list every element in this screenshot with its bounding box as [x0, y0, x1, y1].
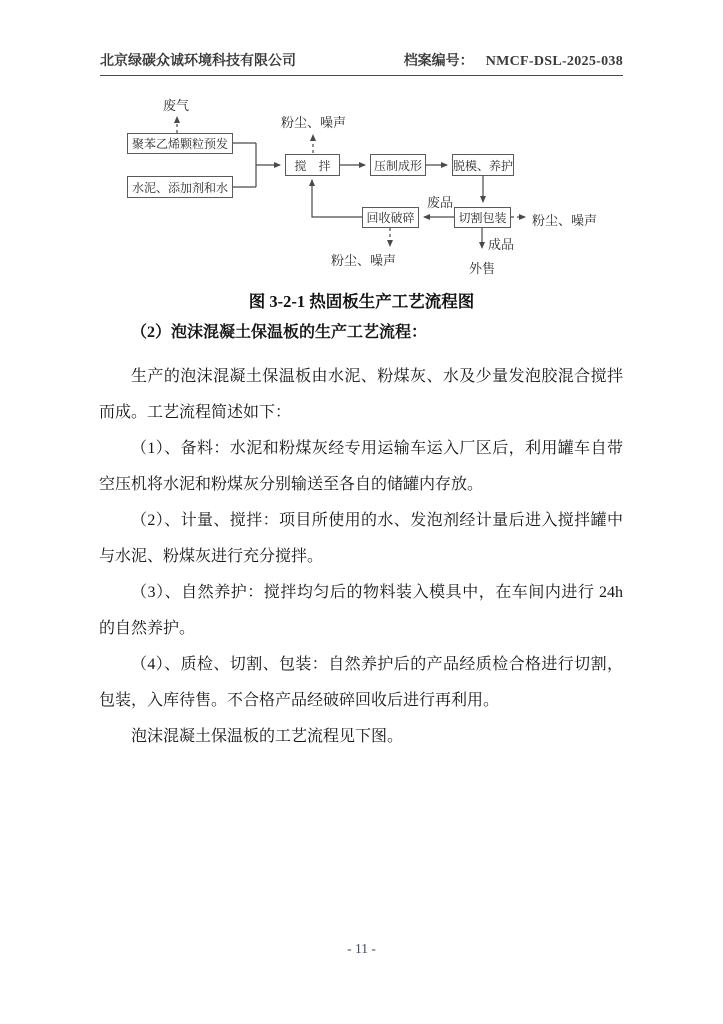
body-text [99, 315, 623, 755]
paragraph-step3: （3）、自然养护：搅拌均匀后的物料装入模具中，在车间内进行 24h 的自然养护。 [99, 584, 623, 637]
header-archive [404, 50, 623, 70]
header-company-name: 北京绿碳众诚环境科技有限公司 [100, 54, 296, 69]
figure-caption: 图 3-2-1 热固板生产工艺流程图 [248, 292, 475, 311]
flow-label-dust-noise-right: 粉尘、噪声 [532, 213, 598, 228]
flow-box-pre-expand: 聚苯乙烯颗粒预发 [127, 133, 233, 154]
section-heading: （2）泡沫混凝土保温板的生产工艺流程： [131, 324, 428, 341]
flow-label-dust-noise-bottom: 粉尘、噪声 [331, 253, 397, 268]
flow-box-cutting: 切割包装 [454, 207, 511, 228]
flow-label-sold: 外售 [469, 261, 496, 276]
flow-box-cement: 水泥、添加剂和水 [127, 176, 233, 198]
flow-label-dust-noise-top: 粉尘、噪声 [281, 115, 347, 130]
paragraph-intro: 生产的泡沫混凝土保温板由水泥、粉煤灰、水及少量发泡胶混合搅拌而成。工艺流程简述如下： [99, 368, 623, 421]
page-header [100, 50, 623, 76]
flow-box-pressing: 压制成形 [370, 154, 426, 176]
flow-box-recycling: 回收破碎 [362, 207, 419, 228]
archive-number: NMCF-DSL-2025-038 [485, 54, 623, 69]
flow-box-demolding: 脱模、养护 [452, 154, 514, 176]
archive-label: 档案编号： [403, 54, 474, 69]
flow-label-waste-product: 废品 [427, 195, 454, 210]
paragraph-outro: 泡沫混凝土保温板的工艺流程见下图。 [131, 728, 404, 745]
flow-label-finished-product: 成品 [488, 237, 515, 252]
page-number: - 11 - [347, 941, 376, 956]
paragraph-step2: （2）、计量、搅拌：项目所使用的水、发泡剂经计量后进入搅拌罐中与水泥、粉煤灰进行充分搅拌。 [99, 512, 623, 565]
paragraph-step1: （1）、备料：水泥和粉煤灰经专用运输车运入厂区后，利用罐车自带空压机将水泥和粉煤灰分别输送至各自的储罐内存放。 [99, 440, 623, 493]
process-flowchart [0, 85, 723, 290]
flow-box-mixing: 搅 拌 [285, 154, 340, 176]
flow-label-waste-gas: 废气 [163, 98, 190, 113]
paragraph-step4: （4）、质检、切割、包装：自然养护后的产品经质检合格进行切割，包装，入库待售。不合格产品经破碎回收后进行再利用。 [99, 656, 623, 709]
